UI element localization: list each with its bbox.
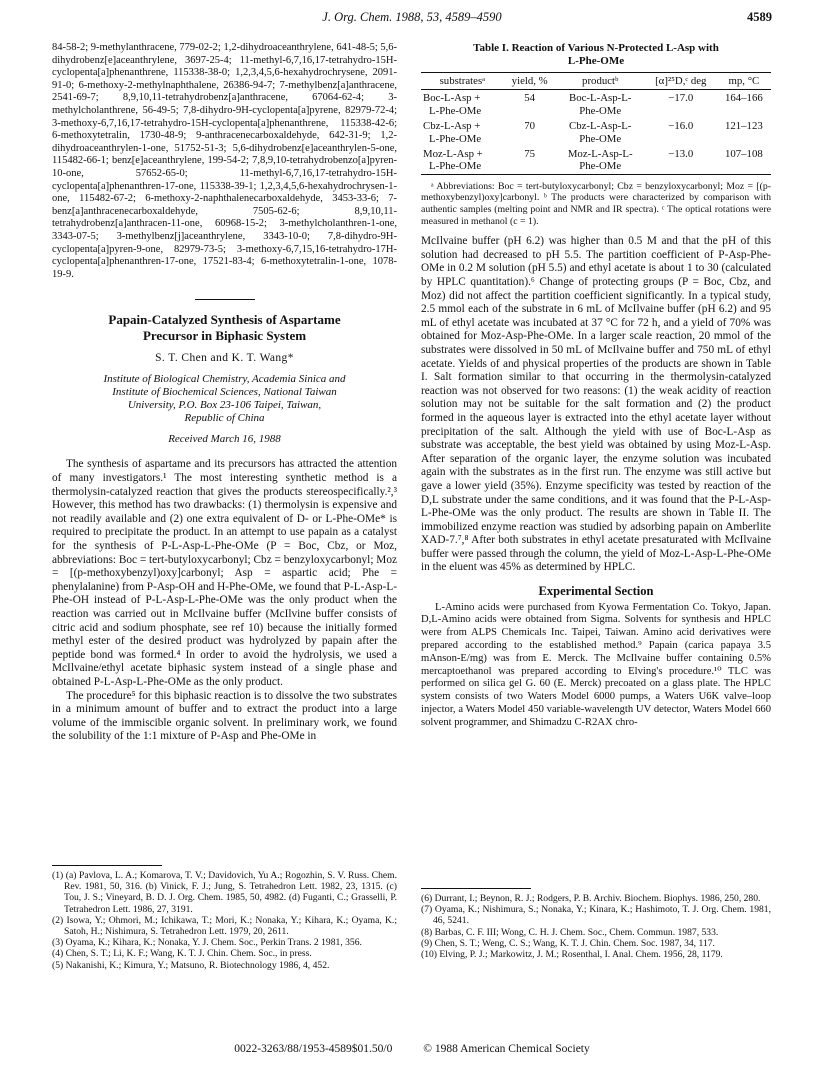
footnote-rule: [421, 888, 531, 889]
footnote: (8) Barbas, C. F. III; Wong, C. H. J. Chem. Soc., Chem. Commun. 1987, 533.: [421, 926, 719, 938]
page-footer: [52, 1043, 772, 1055]
footnote: (5) Nakanishi, K.; Kimura, Y.; Matsuno, R. Biotechnology 1986, 4, 452.: [52, 959, 330, 971]
table-title-line: Table I. Reaction of Various N-Protected L-Asp with: [473, 42, 719, 54]
table-row: [421, 118, 771, 146]
product-cell: Boc-L-Asp-L- Phe-OMe: [569, 92, 632, 117]
product-cell: Cbz-L-Asp-L- Phe-OMe: [569, 120, 632, 145]
product-cell: Moz-L-Asp-L- Phe-OMe: [556, 146, 645, 174]
mp-cell: 107–108: [717, 146, 771, 174]
column-header: yield, %: [504, 73, 556, 90]
received-date: Received March 16, 1988: [168, 432, 281, 445]
affiliation-line: University, P.O. Box 23-106 Taipei, Taiwan,: [127, 398, 322, 411]
section-heading: Experimental Section: [538, 584, 654, 599]
affiliation-line: Republic of China: [184, 411, 265, 424]
substrate-cell: Boc-L-Asp + L-Phe-OMe: [423, 92, 482, 117]
yield-cell: 70: [524, 120, 536, 133]
authors: S. T. Chen and K. T. Wang*: [155, 352, 294, 365]
affiliation-line: Institute of Biological Chemistry, Academia Sinica and: [103, 372, 346, 385]
article-title-line: Precursor in Biphasic System: [142, 327, 307, 343]
table-row: [421, 90, 771, 118]
rotation-cell: −13.0: [645, 146, 717, 174]
rotation-cell: −16.0: [668, 120, 694, 133]
column-header: productᵇ: [556, 73, 645, 90]
body-paragraph: McIlvaine buffer (pH 6.2) was higher than 0.5 M and that the pH of this solution had decreased to pH 5.5. The partition coefficient of P-Asp-Phe-OMe in 0.2 M solution (pH 5.5) and ethyl acetate is about 1 to 30 (calculated by HPLC quantitation).⁶ Change of protecting groups (P = Boc, Cbz, and Moz) did not affect the partition coefficient significantly. In a typical study, 2.5 mmol each of the substrate in 6 mL of McIlvaine buffer (pH 6.2) and 95 mL of ethyl acetate was incubated at 37 °C for 72 h, and a yield of 70% was obtained for Moz-Asp-Phe-OMe. In a larger scale reaction, 20 mmol of the substrates were dissolved in 50 mL of McIlvaine buffer and 750 mL of ethyl acetate. Yields of and physical properties of the products are shown in Table I. Salt formation similar to that occurring in the thermolysin-catalyzed reaction was not observed for two reasons: (1) the weak acidity of reaction solution may not be suitable for the salt formation and (2) the product formed in the aqueous layer is extracted into the ethyl acetate layer without precipitation of the salt. Although the yield with use of Boc-L-Asp as substrate was acceptable, the best yield was obtained by using Moz-L-Asp. After separation of the organic layer, the enzyme solution was incubated again with the substrates as in the first run. The enzyme was still active but gave a lower yield (35%). Enzyme specificity was tested by reaction of the D,L substrate under the same conditions, and it was found that the P-L-Asp-L-Phe-OMe was the only product. The results are shown in Table II. The immobilized enzyme reaction was studied by adsorbing papain on Amberlite XAD-7.⁷,⁸ After both substrates in ethyl acetate presaturated with McIlvaine buffer were passed through the column, the yield of Moz-L-Asp-L-Phe-OMe in the eluent was 45% as determined by HPLC.: [421, 235, 771, 574]
body-paragraph: The procedure⁵ for this biphasic reaction is to dissolve the two substrates in a minimum amount of buffer and to extract the product into a large volume of the immiscible organic solvent. In preliminary work, we found the solubility of the 1:1 mixture of P-Asp and Phe-OMe in: [52, 689, 397, 743]
article-title-line: Papain-Catalyzed Synthesis of Aspartame: [108, 312, 341, 328]
affiliation: [52, 373, 397, 425]
footnote: (4) Chen, S. T.; Li, K. F.; Wang, K. T. J. Chin. Chem. Soc., in press.: [52, 948, 312, 960]
footnote: (2) Isowa, Y.; Ohmori, M.; Ichikawa, T.; Mori, K.; Nonaka, Y.; Kihara, K.; Oyama, K.; Satoh, H.; Nishimura, S. Tetrahedron Lett. 1979, 20, 2611.: [52, 914, 397, 938]
running-header: [52, 10, 772, 28]
table-title: [421, 42, 771, 68]
right-column: [421, 42, 771, 730]
footnote: (3) Oyama, K.; Kihara, K.; Nonaka, Y. J. Chem. Soc., Perkin Trans. 2 1981, 356.: [52, 937, 362, 949]
reaction-table: [421, 72, 771, 175]
article-title: [52, 312, 397, 343]
mp-cell: 121–123: [724, 120, 763, 133]
footnote: (7) Oyama, K.; Nishimura, S.; Nonaka, Y.; Kinara, K.; Hashimoto, T. J. Org. Chem. 1981, 46, 5241.: [421, 904, 771, 927]
affiliation-line: Institute of Biochemical Sciences, National Taiwan: [112, 385, 337, 398]
page-number: 4589: [747, 10, 772, 24]
article-separator: [195, 299, 255, 300]
footnote: (10) Elving, P. J.; Markowitz, J. M.; Rosenthal, I. Anal. Chem. 1956, 28, 1179.: [421, 949, 723, 961]
yield-cell: 75: [504, 146, 556, 174]
rotation-cell: −17.0: [668, 92, 694, 105]
footnote: (1) (a) Pavlova, L. A.; Komarova, T. V.; Davidovich, Yu A.; Rogozhin, S. V. Russ. Chem. Rev. 1981, 50, 316. (b) Vinick, F. J.; Jung, S. Tetrahedron Lett. 1982, 23, 1315. (c) Tou, J. S.; Vineyard, B. D. J. Org. Chem. 1985, 50, 4982. (d) Fuganti, C.; Grasselli, P. Tetrahedron Lett. 1986, 27, 3191.: [52, 870, 397, 915]
column-header: mp, °C: [717, 73, 771, 90]
footnote: (9) Chen, S. T.; Weng, C. S.; Wang, K. T. J. Chin. Chem. Soc. 1987, 34, 117.: [421, 937, 715, 949]
footnote: (6) Durrant, I.; Beynon, R. J.; Rodgers, P. B. Archiv. Biochem. Biophys. 1986, 250, 280.: [421, 893, 761, 904]
table-title-line: L-Phe-OMe: [567, 55, 625, 67]
mp-cell: 164–166: [724, 92, 763, 105]
yield-cell: 54: [524, 92, 536, 105]
registry-compound-list: 84-58-2; 9-methylanthracene, 779-02-2; 1,2-dihydroaceanthrylene, 641-48-5; 5,6-dihydrobenz[e]aceanthrylene, 3697-25-4; 11-methyl-6,7,16,17-tetrahydro-15H-cyclopenta[a]phenanthrene, 115338-38-0; 1,2,3,4,5,6-hexahydrochrysene, 2091-91-0; 6-methoxy-2-methylnaphthalene, 26386-94-7; 7-methylbenz[a]anthracene, 2541-69-7; 8,9,10,11-tetrahydrobenz[a]anthracene, 67064-62-4; 3-methylcholanthrene, 56-49-5; 7,8-dihydro-9H-cyclopenta[a]pyrene, 82979-72-4; 3-methoxy-6,7,16,17-tetrahydro-15H-cyclopenta[a]phenanthrene, 115338-42-6; 6-methoxytetralin, 1730-48-9; 9-anthracenecarboxaldehyde, 642-31-9; 1,2-dihydroaceanthrylen-1-one, 51752-51-3; 5,6-dihydrobenz[e]aceanthrylen-5-one, 115482-66-1; benz[e]aceanthrylene, 199-54-2; 7,8,9,10-tetrahydrobenzo[a]pyren-10-one, 57652-65-0; 11-methyl-6,7,16,17-tetrahydro-15H-cyclopenta[a]phenanthren-17-one, 115338-39-1; 1,2,3,4,5,6-hexahydrochrysen-1-one, 115482-67-2; 6-methoxy-2-naphthalenecarboxaldehyde, 3453-33-6; 7-benz[a]anthracenecarboxaldehyde, 7505-62-6; 8,9,10,11-tetrahydrobenz[a]anthracen-11-one, 60968-15-2; 3-methylcholanthren-1-one, 3343-07-5; 3-methylbenz[j]aceanthrylene, 3343-10-0; 7,8-dihydro-9H-cyclopenta[a]pyren-9-one, 82979-73-5; 3-methoxy-6,7,15,16-tetrahydro-17H-cyclopenta[a]phenanthren-17-one, 17521-83-4; 6-methoxytetralin-1-one, 1078-19-9.: [52, 42, 397, 280]
body-paragraph: L-Amino acids were purchased from Kyowa Fermentation Co. Tokyo, Japan. D,L-Amino acids were obtained from Sigma. Solvents for synthesis and HPLC were from ALPS Chemicals Inc. Taipei, Taiwan. Amino acid derivatives were prepared according to the established method.⁹ Papain (carica papaya 3.5 mAnson-E/mg) was from E. Merck. The McIlvaine buffer containing 0.5% mercaptoethanol was prepared according to Elving's procedure.¹⁰ TLC was performed on silica gel G. 60 (E. Merck) precoated on a glass plate. The HPLC system consists of two Waters Model 6000 pumps, a Waters U6K valve–loop injector, a Waters Model 450 variable-wavelength UV detector, Waters Model 660 solvent programmer, and Shimadzu C-R2AX chro-: [421, 601, 771, 728]
footnotes-left: [52, 870, 397, 971]
table-footnotes: ᵃ Abbreviations: Boc = tert-butyloxycarbonyl; Cbz = benzyloxycarbonyl; Moz = [(p-methoxybenzyl)oxy]carbonyl. ᵇ The products were characterized by comparison with authentic samples (melting point and NMR and IR spectra). ᶜ The optical rotations were measured in methanol (c = 1).: [421, 180, 771, 227]
table-header-row: [421, 73, 771, 90]
journal-citation: J. Org. Chem. 1988, 53, 4589–4590: [322, 10, 502, 24]
copyright-notice: © 1988 American Chemical Society: [423, 1043, 590, 1055]
column-header: [α]²⁵D,ᶜ deg: [645, 73, 717, 90]
substrate-cell: Moz-L-Asp + L-Phe-OMe: [421, 146, 504, 174]
table-row: [421, 146, 771, 174]
body-paragraph: The synthesis of aspartame and its precursors has attracted the attention of many investigators.¹ The most interesting synthetic method is a thermolysin-catalyzed reaction that gives the products stereospecifically.²,³ However, this method has two drawbacks: (1) thermolysin is expensive and not readily available and (2) one extra equivalent of D- or L-Phe-OMe* is required to precipitate the product. In an attempt to use papain as a catalyst for the synthesis of P-L-Asp-L-Phe-OMe (P = Boc, Cbz, or Moz, abbreviations: Boc = tert-butyloxycarbonyl; Cbz = benzyloxycarbonyl; Moz = [(p-methoxybenzyl)oxy]carbonyl; Asp = aspartic acid; Phe = phenylalanine) from P-Asp-OH and H-Phe-OMe, we found that P-L-Asp-L-Phe-OH instead of P-L-Asp-L-Phe-OMe was the only product when the reaction was carried out in McIlvaine buffer (McIlvine buffer consists of citric acid and sodium phosphate, see ref 10) because the initially formed methyl ester of the desired product was hydrolyzed by papain after the peptide bond was formed.⁴ In order to avoid the hydrolysis, we used a McIlvaine/ethyl acetate biphasic system instead of a single phase and obtained P-L-Asp-L-Phe-OMe as the only product.: [52, 458, 397, 688]
footnote-rule: [52, 865, 162, 866]
article-code: 0022-3263/88/1953-4589$01.50/0: [234, 1043, 393, 1055]
column-header: substratesᵃ: [421, 73, 504, 90]
substrate-cell: Cbz-L-Asp + L-Phe-OMe: [423, 120, 482, 145]
footnotes-right: [421, 893, 771, 960]
left-column: [52, 42, 397, 744]
